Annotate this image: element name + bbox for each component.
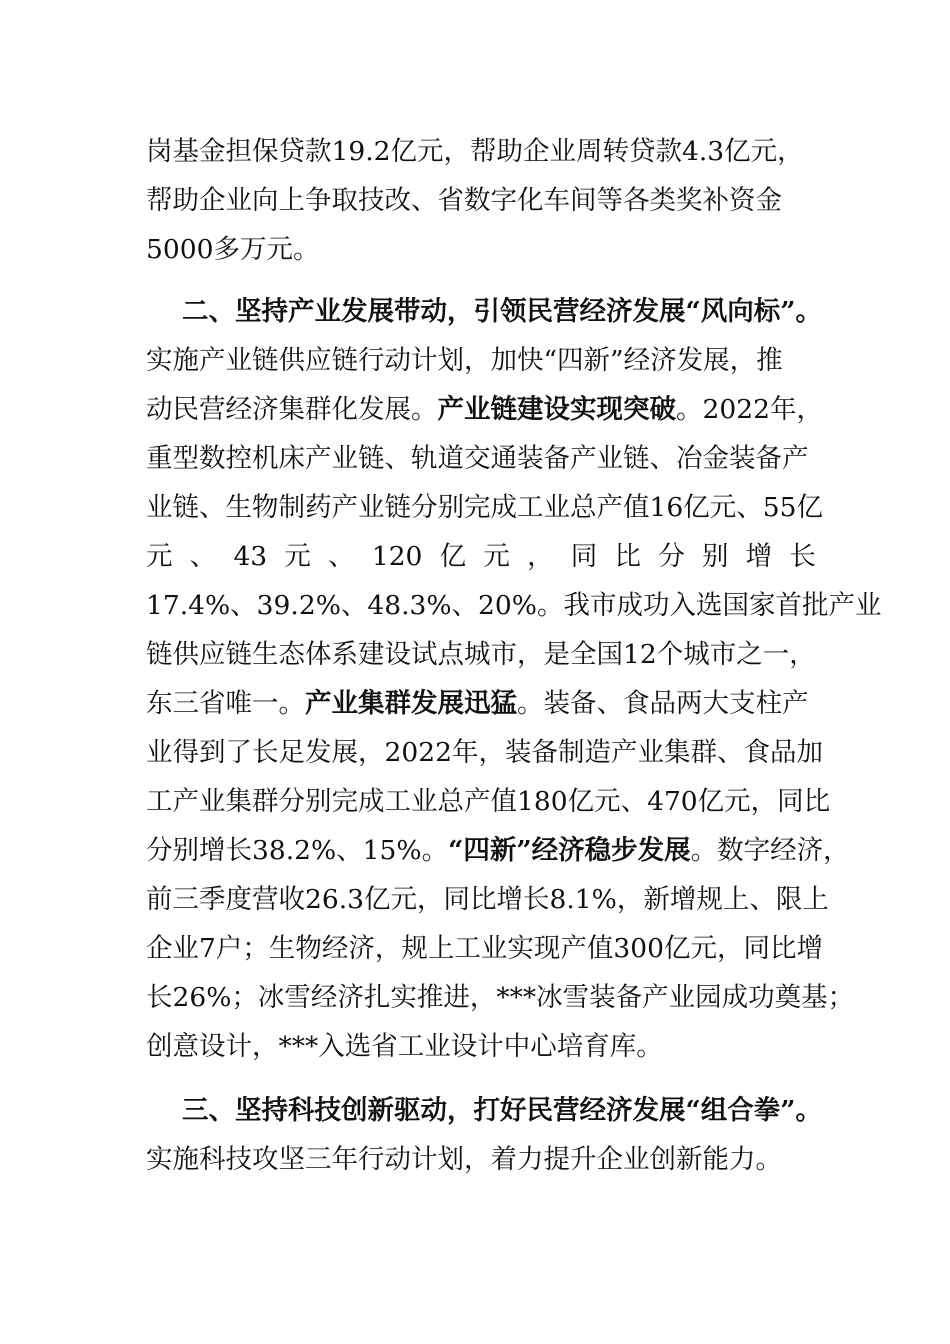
bold-subheading: 产业集群发展迅猛 bbox=[305, 688, 517, 719]
line-token: 增 bbox=[745, 541, 773, 572]
line-text: 东三省唯一。 bbox=[146, 688, 305, 719]
line-token: 比 bbox=[614, 541, 642, 572]
line-token: 长 bbox=[789, 541, 816, 572]
line-token: ， bbox=[527, 541, 554, 572]
paragraph-line: 长26%；冰雪经济扎实推进，***冰雪装备产业园成功奠基； bbox=[146, 982, 855, 1013]
paragraph-line: 5000多万元。 bbox=[146, 234, 320, 265]
paragraph-line: 帮助企业向上争取技改、省数字化车间等各类奖补资金 bbox=[146, 185, 782, 216]
paragraph-line: 实施产业链供应链行动计划，加快“四新”经济发展，推 bbox=[146, 345, 783, 376]
line-token: 元 bbox=[146, 541, 173, 572]
paragraph-line: 链供应链生态体系建设试点城市，是全国12个城市之一， bbox=[146, 639, 816, 670]
line-token: 元 bbox=[284, 541, 311, 572]
line-token: 分 bbox=[658, 541, 685, 572]
section-heading: 二、坚持产业发展带动，引领民营经济发展“风向标”。 bbox=[182, 296, 822, 327]
paragraph-line: 企业7户；生物经济，规上工业实现产值300亿元，同比增 bbox=[146, 933, 823, 964]
paragraph-line bbox=[146, 829, 850, 873]
paragraph-line: 业得到了长足发展，2022年，装备制造产业集群、食品加 bbox=[146, 737, 823, 768]
bold-subheading: “四新”经济稳步发展 bbox=[448, 835, 691, 866]
line-token: 、 bbox=[189, 541, 217, 572]
line-token: 43 bbox=[233, 541, 268, 572]
line-token: 元 bbox=[483, 541, 510, 572]
paragraph-line: 重型数控机床产业链、轨道交通装备产业链、冶金装备产 bbox=[146, 443, 809, 474]
line-text: 。数字经济， bbox=[690, 835, 850, 866]
line-token: 别 bbox=[701, 541, 729, 572]
paragraph-line bbox=[146, 682, 816, 726]
paragraph-line bbox=[146, 388, 823, 432]
paragraph-line: 业链、生物制药产业链分别完成工业总产值16亿元、55亿 bbox=[146, 492, 823, 523]
paragraph-line: 工产业集群分别完成工业总产值180亿元、470亿元，同比 bbox=[146, 786, 831, 817]
line-token: 亿 bbox=[439, 541, 467, 572]
line-token: 同 bbox=[570, 541, 598, 572]
line-token: 、 bbox=[328, 541, 355, 572]
paragraph-line: 岗基金担保贷款19.2亿元，帮助企业周转贷款4.3亿元， bbox=[146, 136, 804, 167]
bold-subheading: 产业链建设实现突破 bbox=[437, 394, 676, 425]
line-text: 分别增长38.2%、15%。 bbox=[146, 835, 449, 866]
paragraph-line: 创意设计，***入选省工业设计中心培育库。 bbox=[146, 1031, 663, 1062]
paragraph-line: 17.4%、39.2%、48.3%、20%。我市成功入选国家首批产业 bbox=[146, 590, 882, 621]
line-text: 动民营经济集群化发展。 bbox=[146, 394, 438, 425]
paragraph-line: 实施科技攻坚三年行动计划，着力提升企业创新能力。 bbox=[146, 1144, 782, 1175]
line-text: 。装备、食品两大支柱产 bbox=[517, 688, 809, 719]
paragraph-line: 前三季度营收26.3亿元，同比增长8.1%，新增规上、限上 bbox=[146, 884, 829, 915]
line-token: 120 bbox=[371, 541, 423, 572]
paragraph-line-justified bbox=[146, 535, 816, 579]
section-heading: 三、坚持科技创新驱动，打好民营经济发展“组合拳”。 bbox=[182, 1095, 822, 1126]
line-text: 。2022年， bbox=[676, 394, 823, 425]
